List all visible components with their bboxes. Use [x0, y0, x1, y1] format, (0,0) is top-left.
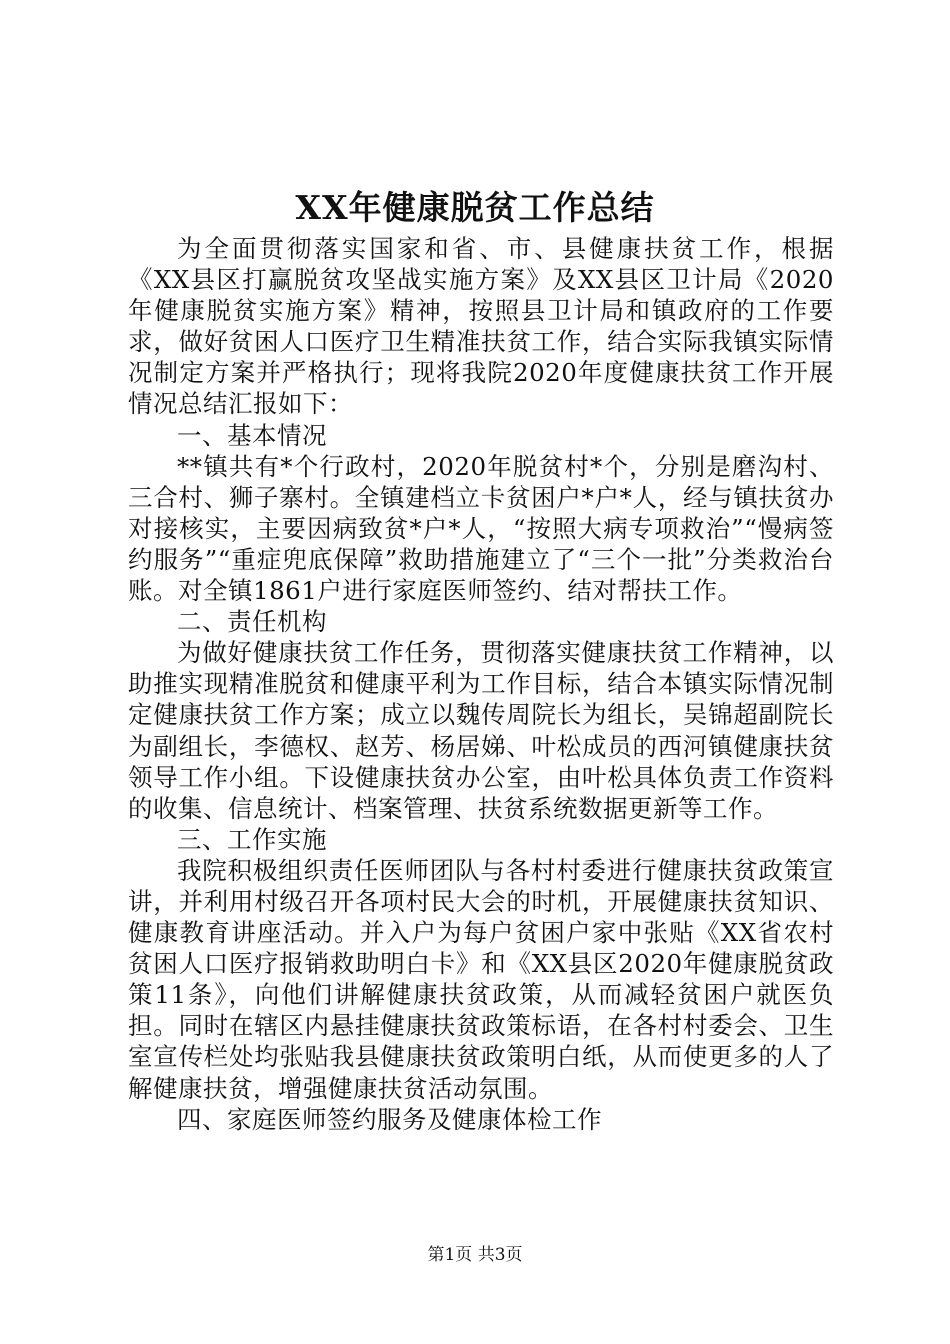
- document-body: [128, 233, 834, 1135]
- document-title: XX年健康脱贫工作总结: [295, 188, 655, 227]
- section-heading-basic: 一、基本情况: [177, 420, 327, 450]
- page-number-footer: 第1页 共3页: [427, 1245, 523, 1265]
- section-heading-implementation: 三、工作实施: [177, 824, 327, 854]
- section-heading-responsibility: 二、责任机构: [177, 607, 327, 637]
- section-body-implementation: 我院积极组织责任医师团队与各村村委进行健康扶贫政策宣讲，并利用村级召开各项村民大会的时机，开展健康扶贫知识、健康教育讲座活动。并入户为每户贫困户家中张贴《XX省农村贫困人口医疗报销救助明白卡》和《XX县区2020年健康脱贫政策11条》，向他们讲解健康扶贫政策，从而减轻贫困户就医负担。同时在辖区内悬挂健康扶贫政策标语，在各村村委会、卫生室宣传栏处均张贴我县健康扶贫政策明白纸，从而使更多的人了解健康扶贫，增强健康扶贫活动氛围。: [128, 855, 834, 1103]
- section-body-basic: **镇共有*个行政村，2020年脱贫村*个，分别是磨沟村、三合村、狮子寨村。全镇建档立卡贫困户*户*人，经与镇扶贫办对接核实，主要因病致贫*户*人，“按照大病专项救治”“慢病签约服务”“重症兜底保障”救助措施建立了“三个一批”分类救治台账。对全镇1861户进行家庭医师签约、结对帮扶工作。: [128, 451, 834, 606]
- section-heading-family-doctor: 四、家庭医师签约服务及健康体检工作: [177, 1104, 602, 1134]
- intro-paragraph: 为全面贯彻落实国家和省、市、县健康扶贫工作，根据《XX县区打赢脱贫攻坚战实施方案》及XX县区卫计局《2020年健康脱贫实施方案》精神，按照县卫计局和镇政府的工作要求，做好贫困人口医疗卫生精准扶贫工作，结合实际我镇实际情况制定方案并严格执行；现将我院2020年度健康扶贫工作开展情况总结汇报如下：: [128, 234, 834, 419]
- section-body-responsibility: 为做好健康扶贫工作任务，贯彻落实健康扶贫工作精神，以助推实现精准脱贫和健康平利为工作目标，结合本镇实际情况制定健康扶贫工作方案；成立以魏传周院长为组长，吴锦超副院长为副组长，李德权、赵芳、杨居娣、叶松成员的西河镇健康扶贫领导工作小组。下设健康扶贫办公室，由叶松具体负责工作资料的收集、信息统计、档案管理、扶贫系统数据更新等工作。: [128, 638, 834, 823]
